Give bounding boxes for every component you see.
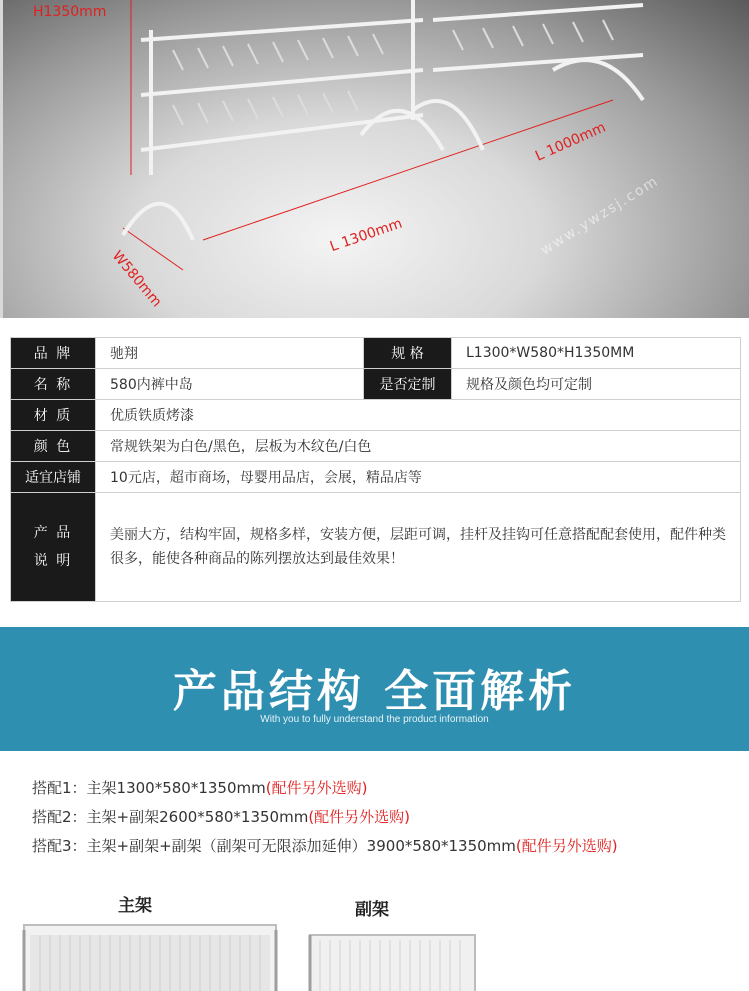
combo-3-note: (配件另外选购) xyxy=(515,837,618,855)
color-label: 颜 色 xyxy=(11,431,96,462)
height-dimension: H1350mm xyxy=(33,4,107,20)
custom-value: 规格及颜色均可定制 xyxy=(452,369,741,400)
combo-1-text: 搭配1：主架1300*580*1350mm xyxy=(32,779,266,797)
description-label-line2: 说 明 xyxy=(33,553,73,569)
material-value: 优质铁质烤漆 xyxy=(96,400,741,431)
description-value: 美丽大方，结构牢固，规格多样，安装方便，层距可调，挂杆及挂钩可任意搭配配套使用，配件种类很多，能使各种商品的陈列摆放达到最佳效果！ xyxy=(96,493,741,602)
size-label: 规 格 xyxy=(364,338,452,369)
name-value: 580内裤中岛 xyxy=(96,369,364,400)
main-frame-label: 主架 xyxy=(118,896,152,916)
length-back-dimension: L 1000mm xyxy=(533,119,609,165)
name-label: 名 称 xyxy=(11,369,96,400)
color-value: 常规铁架为白色/黑色，层板为木纹色/白色 xyxy=(96,431,741,462)
banner-subtitle: With you to fully understand the product information xyxy=(260,714,489,725)
combo-2-note: (配件另外选购) xyxy=(308,808,411,826)
sub-frame-image xyxy=(310,935,475,991)
banner-title: 产品结构 全面解析 xyxy=(172,666,577,717)
store-value: 10元店，超市商场，母婴用品店，会展，精品店等 xyxy=(96,462,741,493)
sub-frame-label: 副架 xyxy=(355,900,389,920)
brand-label: 品 牌 xyxy=(11,338,96,369)
combo-3-text: 搭配3：主架+副架+副架（副架可无限添加延伸）3900*580*1350mm xyxy=(32,837,516,855)
combo-2-text: 搭配2：主架+副架2600*580*1350mm xyxy=(32,808,309,826)
store-label: 适宜店铺 xyxy=(11,462,96,493)
main-frame-image xyxy=(24,925,276,991)
length-front-dimension: L 1300mm xyxy=(328,215,405,256)
watermark: www.ywzsj.com xyxy=(538,172,662,259)
brand-value: 驰翔 xyxy=(96,338,364,369)
material-label: 材 质 xyxy=(11,400,96,431)
combo-1-note: (配件另外选购) xyxy=(265,779,368,797)
custom-label: 是否定制 xyxy=(364,369,452,400)
size-value: L1300*W580*H1350MM xyxy=(452,338,741,369)
width-dimension: W580mm xyxy=(108,248,165,311)
description-label-line1: 产 品 xyxy=(33,525,73,541)
